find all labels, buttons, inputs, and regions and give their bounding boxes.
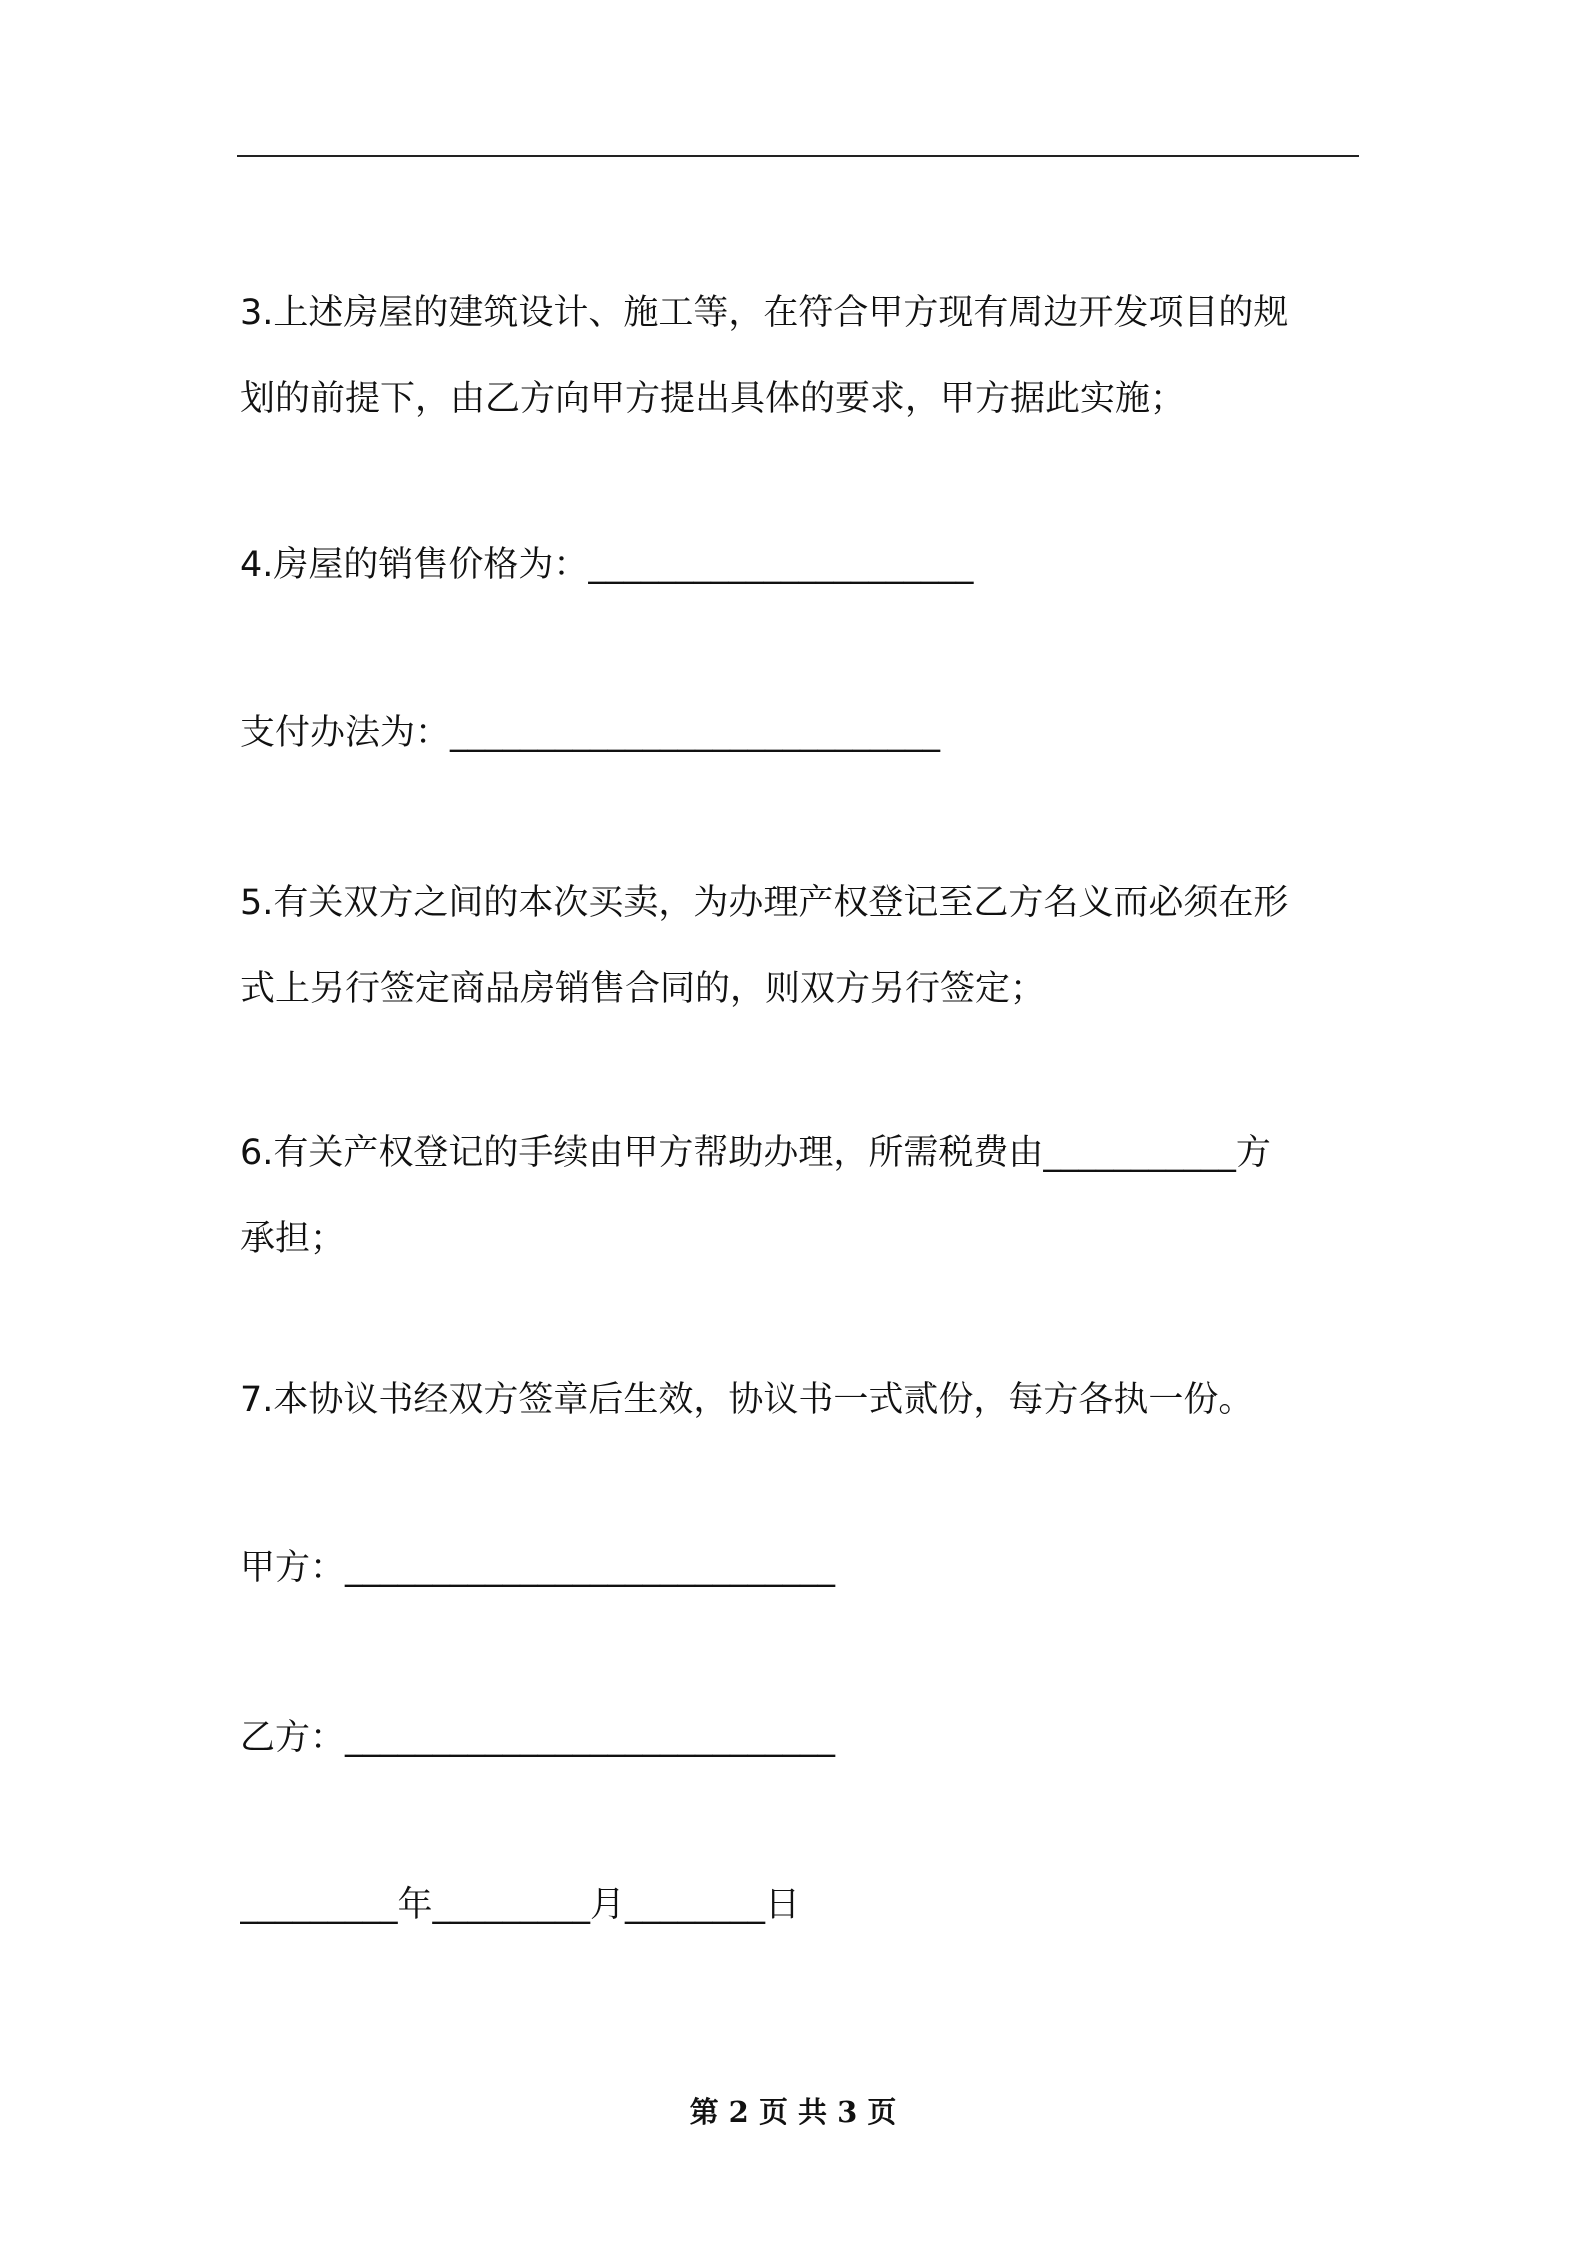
payment-method-paragraph bbox=[240, 690, 1360, 776]
header-rule bbox=[237, 155, 1359, 157]
paragraph-line: 乙方：____________________________ bbox=[240, 1718, 836, 1758]
clause-4-price-paragraph bbox=[240, 522, 1360, 608]
party-a-signature-line bbox=[240, 1525, 1360, 1611]
paragraph-line: 5.有关双方之间的本次买卖，为办理产权登记至乙方名义而必须在形 bbox=[240, 883, 1289, 923]
paragraph-line: 4.房屋的销售价格为：______________________ bbox=[240, 545, 974, 585]
paragraph-line: 3.上述房屋的建筑设计、施工等，在符合甲方现有周边开发项目的规 bbox=[240, 293, 1289, 333]
paragraph-line: 支付办法为：____________________________ bbox=[240, 713, 941, 753]
clause-7-paragraph bbox=[240, 1357, 1360, 1443]
page-number-footer: 第 2 页 共 3 页 bbox=[689, 2095, 897, 2129]
date-line bbox=[240, 1862, 1360, 1948]
paragraph-line: _________年_________月________日 bbox=[240, 1885, 801, 1925]
paragraph-line: 承担； bbox=[240, 1219, 346, 1259]
paragraph-line: 7.本协议书经双方签章后生效，协议书一式贰份，每方各执一份。 bbox=[240, 1380, 1254, 1420]
clause-6-paragraph bbox=[240, 1110, 1360, 1282]
clause-5-paragraph bbox=[240, 860, 1360, 1032]
paragraph-line: 式上另行签定商品房销售合同的，则双方另行签定； bbox=[240, 969, 1046, 1009]
paragraph-line: 甲方：____________________________ bbox=[240, 1548, 836, 1588]
paragraph-line: 划的前提下，由乙方向甲方提出具体的要求，甲方据此实施； bbox=[240, 379, 1186, 419]
paragraph-line: 6.有关产权登记的手续由甲方帮助办理，所需税费由___________方 bbox=[240, 1133, 1271, 1173]
clause-3-paragraph bbox=[240, 270, 1360, 442]
party-b-signature-line bbox=[240, 1695, 1360, 1781]
